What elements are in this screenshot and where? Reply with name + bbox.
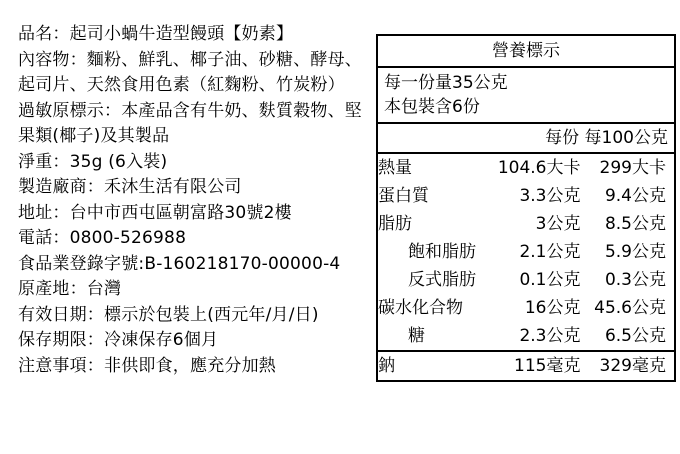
product-info-line: 淨重：35g (6入裝) bbox=[18, 151, 168, 172]
nutrient-per-100g-unit: 公克 bbox=[632, 214, 666, 234]
nutrient-per-100g-value: 9.4 bbox=[604, 186, 632, 206]
nutrition-serving-info bbox=[378, 68, 674, 122]
serving-size: 每一份量35公克 bbox=[384, 73, 508, 93]
nutrient-per-serving-unit: 公克 bbox=[546, 270, 581, 290]
nutrient-per-100g-unit: 公克 bbox=[632, 186, 666, 206]
nutrient-per-serving-unit: 大卡 bbox=[546, 158, 581, 178]
nutrient-per-100g-value: 0.3 bbox=[604, 270, 632, 290]
nutrient-per-100g-unit: 毫克 bbox=[632, 351, 674, 380]
product-info-line: 注意事項：非供即食，應充分加熱 bbox=[18, 355, 276, 376]
nutrient-per-serving-value: 104.6 bbox=[497, 158, 547, 178]
nutrient-per-serving-value: 115 bbox=[491, 351, 547, 380]
table-row bbox=[378, 351, 674, 380]
nutrient-label: 脂肪 bbox=[378, 214, 412, 234]
product-info-line: 內容物：麵粉、鮮乳、椰子油、砂糖、酵母、起司片、天然食用色素（紅麴粉、竹炭粉） bbox=[18, 49, 362, 95]
nutrient-per-serving-value: 3.3 bbox=[519, 186, 547, 206]
nutrient-label: 反式脂肪 bbox=[408, 270, 476, 290]
table-row bbox=[378, 154, 674, 182]
nutrient-per-serving-unit: 毫克 bbox=[546, 351, 588, 380]
product-info-line: 過敏原標示：本產品含有牛奶、麩質穀物、堅果類(椰子)及其製品 bbox=[18, 100, 362, 146]
nutrient-per-serving-unit: 公克 bbox=[546, 242, 581, 262]
nutrient-label: 飽和脂肪 bbox=[408, 242, 476, 262]
table-row bbox=[378, 210, 674, 238]
nutrient-per-serving-value: 2.1 bbox=[519, 242, 547, 262]
nutrient-per-100g-unit: 公克 bbox=[632, 326, 666, 346]
nutrient-label: 碳水化合物 bbox=[378, 298, 463, 318]
nutrient-label: 糖 bbox=[408, 326, 425, 346]
column-header-per-100g: 每100公克 bbox=[584, 128, 668, 148]
nutrient-per-100g-unit: 大卡 bbox=[632, 158, 666, 178]
nutrient-per-100g-unit: 公克 bbox=[632, 242, 666, 262]
nutrient-per-serving-value: 16 bbox=[524, 298, 547, 318]
nutrient-per-100g-value: 299 bbox=[599, 158, 632, 178]
nutrient-per-100g-value: 8.5 bbox=[604, 214, 632, 234]
table-row bbox=[378, 182, 674, 210]
table-row bbox=[378, 238, 674, 266]
product-info-line: 製造廠商：禾沐生活有限公司 bbox=[18, 177, 242, 197]
product-info-line: 品名：起司小蝸牛造型饅頭【奶素】 bbox=[18, 24, 294, 44]
nutrition-title: 營養標示 bbox=[378, 36, 674, 68]
servings-per-package: 本包裝含6份 bbox=[384, 97, 480, 117]
nutrient-per-100g-value: 329 bbox=[588, 351, 632, 380]
nutrient-per-serving-value: 3 bbox=[535, 214, 547, 234]
product-info-line: 保存期限：冷凍保存6個月 bbox=[18, 330, 219, 350]
table-row bbox=[378, 322, 674, 351]
product-info-line: 有效日期：標示於包裝上(西元年/月/日) bbox=[18, 304, 319, 325]
nutrient-per-serving-value: 0.1 bbox=[519, 270, 547, 290]
nutrient-per-100g-unit: 公克 bbox=[632, 298, 666, 318]
nutrient-per-serving-value: 2.3 bbox=[519, 326, 547, 346]
nutrient-per-100g-value: 5.9 bbox=[604, 242, 632, 262]
product-info-line: 電話：0800-526988 bbox=[18, 228, 187, 248]
nutrition-rows bbox=[378, 154, 674, 380]
table-row bbox=[378, 294, 674, 322]
nutrient-label: 鈉 bbox=[378, 351, 491, 380]
nutrition-facts-table bbox=[376, 34, 676, 382]
nutrient-per-100g-value: 6.5 bbox=[604, 326, 632, 346]
product-info-line: 地址：台中市西屯區朝富路30號2樓 bbox=[18, 202, 292, 223]
nutrient-per-serving-unit: 公克 bbox=[546, 298, 581, 318]
product-info-line: 原產地：台灣 bbox=[18, 279, 122, 299]
product-info-block bbox=[14, 22, 366, 379]
nutrient-label: 熱量 bbox=[378, 158, 412, 178]
nutrient-per-serving-unit: 公克 bbox=[546, 214, 581, 234]
nutrient-label: 蛋白質 bbox=[378, 186, 429, 206]
nutrient-per-100g-value: 45.6 bbox=[594, 298, 632, 318]
nutrient-per-100g-unit: 公克 bbox=[632, 270, 666, 290]
column-header-per-serving: 每份 bbox=[545, 128, 580, 148]
nutrient-per-serving-unit: 公克 bbox=[546, 326, 581, 346]
nutrient-per-serving-unit: 公克 bbox=[546, 186, 581, 206]
table-row bbox=[378, 266, 674, 294]
product-info-line: 食品業登錄字號:B-160218170-00000-4 bbox=[18, 253, 341, 274]
nutrition-column-headers bbox=[378, 122, 674, 154]
